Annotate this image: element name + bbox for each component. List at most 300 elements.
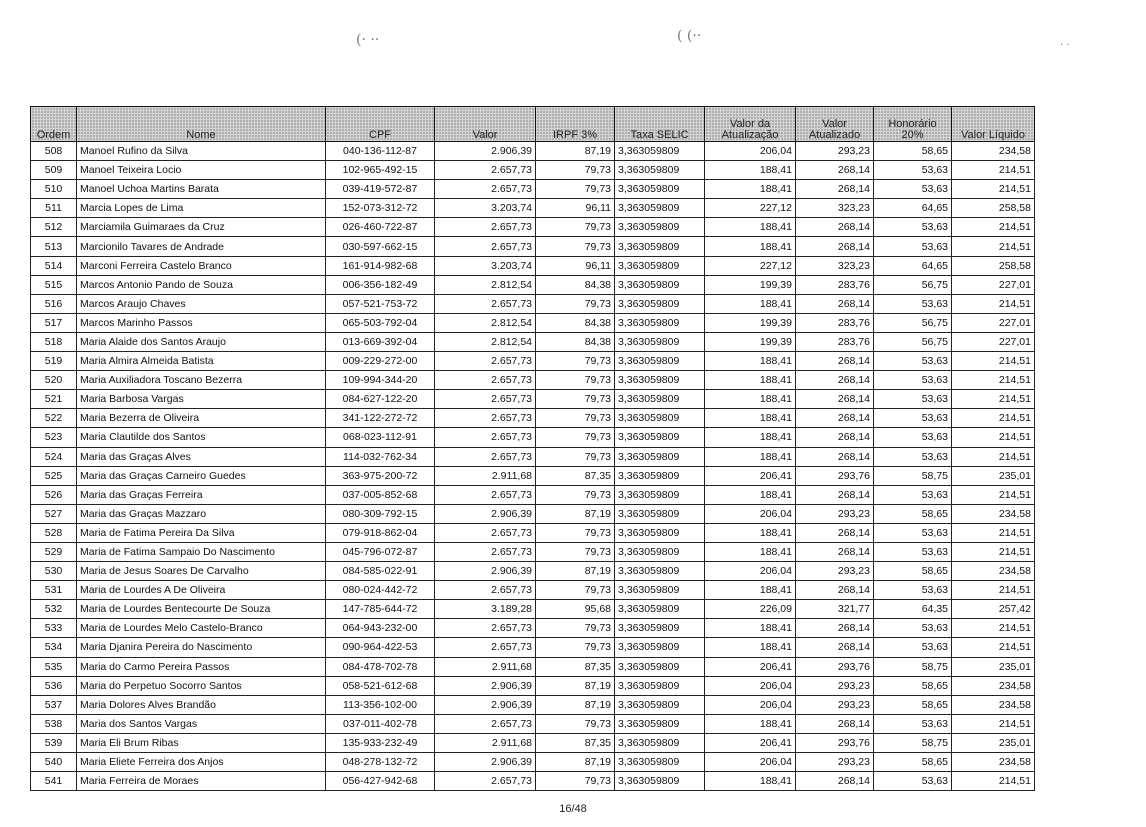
table-row [31, 695, 1035, 714]
cell-irpf: 79,73 [536, 180, 615, 199]
cell-irpf: 79,73 [536, 428, 615, 447]
cell-cpf: 341-122-272-72 [326, 409, 435, 428]
cell-valor-atualizado: 268,14 [796, 161, 874, 180]
cell-valor: 2.657,73 [435, 218, 536, 237]
cell-cpf: 045-796-072-87 [326, 542, 435, 561]
cell-valor-atualizacao: 188,41 [705, 772, 796, 791]
cell-taxa-selic: 3,363059809 [615, 504, 705, 523]
cell-valor: 2.657,73 [435, 161, 536, 180]
table-row [31, 275, 1035, 294]
cell-valor: 2.911,68 [435, 466, 536, 485]
cell-irpf: 79,73 [536, 371, 615, 390]
cell-honorario: 53,63 [874, 180, 952, 199]
cell-ordem: 511 [31, 199, 77, 218]
cell-nome: Maria Dolores Alves Brandão [77, 695, 326, 714]
table-header-row [31, 107, 1035, 142]
column-header-valor-atualizacao: Valor da Atualização [705, 107, 796, 142]
cell-valor-liquido: 235,01 [952, 657, 1035, 676]
cell-nome: Maria Ferreira de Moraes [77, 772, 326, 791]
cell-cpf: 040-136-112-87 [326, 142, 435, 161]
cell-taxa-selic: 3,363059809 [615, 638, 705, 657]
cell-cpf: 080-309-792-15 [326, 504, 435, 523]
cell-cpf: 113-356-102-00 [326, 695, 435, 714]
cell-irpf: 79,73 [536, 161, 615, 180]
cell-honorario: 53,63 [874, 581, 952, 600]
column-header-taxa-selic: Taxa SELIC [615, 107, 705, 142]
cell-valor-atualizacao: 206,04 [705, 695, 796, 714]
payment-table [30, 106, 1035, 791]
cell-honorario: 58,65 [874, 695, 952, 714]
cell-valor-atualizacao: 199,39 [705, 275, 796, 294]
cell-valor-liquido: 214,51 [952, 218, 1035, 237]
cell-valor: 2.906,39 [435, 676, 536, 695]
cell-irpf: 84,38 [536, 313, 615, 332]
cell-valor-liquido: 258,58 [952, 256, 1035, 275]
cell-irpf: 79,73 [536, 714, 615, 733]
cell-taxa-selic: 3,363059809 [615, 523, 705, 542]
cell-irpf: 87,35 [536, 733, 615, 752]
cell-valor-atualizacao: 188,41 [705, 180, 796, 199]
cell-honorario: 58,75 [874, 466, 952, 485]
cell-honorario: 53,63 [874, 428, 952, 447]
cell-cpf: 048-278-132-72 [326, 753, 435, 772]
cell-valor-atualizado: 293,23 [796, 676, 874, 695]
cell-nome: Maria de Fatima Pereira Da Silva [77, 523, 326, 542]
cell-valor-atualizado: 268,14 [796, 542, 874, 561]
cell-ordem: 539 [31, 733, 77, 752]
table-row [31, 485, 1035, 504]
table-row [31, 772, 1035, 791]
cell-irpf: 96,11 [536, 199, 615, 218]
cell-valor-liquido: 214,51 [952, 619, 1035, 638]
cell-irpf: 79,73 [536, 542, 615, 561]
cell-ordem: 521 [31, 390, 77, 409]
column-header-valor-atualizado: Valor Atualizado [796, 107, 874, 142]
cell-cpf: 109-994-344-20 [326, 371, 435, 390]
column-header-honorario: Honorário 20% [874, 107, 952, 142]
table-row [31, 619, 1035, 638]
cell-nome: Marcos Araujo Chaves [77, 294, 326, 313]
cell-nome: Maria das Graças Ferreira [77, 485, 326, 504]
cell-ordem: 516 [31, 294, 77, 313]
cell-cpf: 147-785-644-72 [326, 600, 435, 619]
cell-taxa-selic: 3,363059809 [615, 581, 705, 600]
table-row [31, 294, 1035, 313]
cell-valor-liquido: 258,58 [952, 199, 1035, 218]
cell-honorario: 53,63 [874, 371, 952, 390]
cell-taxa-selic: 3,363059809 [615, 619, 705, 638]
cell-valor-atualizado: 268,14 [796, 409, 874, 428]
cell-honorario: 53,63 [874, 772, 952, 791]
cell-cpf: 135-933-232-49 [326, 733, 435, 752]
cell-valor-atualizacao: 188,41 [705, 523, 796, 542]
cell-honorario: 56,75 [874, 332, 952, 351]
cell-taxa-selic: 3,363059809 [615, 294, 705, 313]
table-row [31, 237, 1035, 256]
cell-taxa-selic: 3,363059809 [615, 161, 705, 180]
cell-ordem: 541 [31, 772, 77, 791]
cell-valor: 2.906,39 [435, 504, 536, 523]
cell-taxa-selic: 3,363059809 [615, 714, 705, 733]
cell-valor: 2.911,68 [435, 657, 536, 676]
cell-valor: 2.657,73 [435, 409, 536, 428]
cell-taxa-selic: 3,363059809 [615, 390, 705, 409]
cell-valor-liquido: 214,51 [952, 352, 1035, 371]
cell-taxa-selic: 3,363059809 [615, 772, 705, 791]
cell-valor-liquido: 214,51 [952, 180, 1035, 199]
cell-taxa-selic: 3,363059809 [615, 466, 705, 485]
column-header-cpf: CPF [326, 107, 435, 142]
cell-ordem: 517 [31, 313, 77, 332]
cell-taxa-selic: 3,363059809 [615, 733, 705, 752]
cell-irpf: 79,73 [536, 523, 615, 542]
table-row [31, 714, 1035, 733]
cell-valor: 2.906,39 [435, 753, 536, 772]
cell-ordem: 512 [31, 218, 77, 237]
table-row [31, 142, 1035, 161]
cell-valor-atualizado: 268,14 [796, 371, 874, 390]
table-row [31, 562, 1035, 581]
cell-valor-liquido: 214,51 [952, 523, 1035, 542]
cell-honorario: 58,75 [874, 657, 952, 676]
cell-cpf: 064-943-232-00 [326, 619, 435, 638]
cell-irpf: 87,19 [536, 753, 615, 772]
cell-valor: 2.906,39 [435, 142, 536, 161]
table-row [31, 199, 1035, 218]
cell-taxa-selic: 3,363059809 [615, 428, 705, 447]
cell-valor-atualizacao: 206,41 [705, 466, 796, 485]
cell-valor-atualizado: 293,23 [796, 695, 874, 714]
cell-cpf: 161-914-982-68 [326, 256, 435, 275]
cell-ordem: 526 [31, 485, 77, 504]
cell-valor-atualizado: 268,14 [796, 294, 874, 313]
cell-nome: Maria do Perpetuo Socorro Santos [77, 676, 326, 695]
scan-mark: (· ·· [356, 32, 380, 48]
cell-valor-atualizacao: 188,41 [705, 352, 796, 371]
column-header-ordem: Ordem [31, 107, 77, 142]
table-row [31, 161, 1035, 180]
cell-nome: Maria Eliete Ferreira dos Anjos [77, 753, 326, 772]
cell-honorario: 53,63 [874, 485, 952, 504]
cell-honorario: 58,65 [874, 562, 952, 581]
cell-taxa-selic: 3,363059809 [615, 218, 705, 237]
cell-nome: Manoel Teixeira Locio [77, 161, 326, 180]
cell-valor-atualizado: 268,14 [796, 352, 874, 371]
cell-honorario: 53,63 [874, 294, 952, 313]
cell-valor-atualizado: 293,23 [796, 562, 874, 581]
cell-nome: Maria Bezerra de Oliveira [77, 409, 326, 428]
cell-valor-liquido: 257,42 [952, 600, 1035, 619]
cell-valor-atualizado: 268,14 [796, 428, 874, 447]
cell-valor-atualizacao: 188,41 [705, 371, 796, 390]
cell-irpf: 95,68 [536, 600, 615, 619]
cell-valor-atualizado: 283,76 [796, 313, 874, 332]
cell-ordem: 532 [31, 600, 77, 619]
table-row [31, 390, 1035, 409]
cell-taxa-selic: 3,363059809 [615, 256, 705, 275]
cell-nome: Maria de Lourdes Bentecourte De Souza [77, 600, 326, 619]
cell-valor-liquido: 214,51 [952, 161, 1035, 180]
cell-cpf: 363-975-200-72 [326, 466, 435, 485]
cell-irpf: 87,19 [536, 504, 615, 523]
cell-nome: Marcos Antonio Pando de Souza [77, 275, 326, 294]
cell-irpf: 79,73 [536, 352, 615, 371]
cell-valor-atualizacao: 206,04 [705, 504, 796, 523]
cell-nome: Maria de Jesus Soares De Carvalho [77, 562, 326, 581]
cell-cpf: 009-229-272-00 [326, 352, 435, 371]
cell-valor: 2.657,73 [435, 390, 536, 409]
cell-taxa-selic: 3,363059809 [615, 447, 705, 466]
cell-valor-atualizado: 268,14 [796, 485, 874, 504]
cell-irpf: 87,19 [536, 676, 615, 695]
table-row [31, 581, 1035, 600]
cell-ordem: 520 [31, 371, 77, 390]
table-row [31, 676, 1035, 695]
table-row [31, 428, 1035, 447]
cell-valor: 2.657,73 [435, 714, 536, 733]
cell-cpf: 039-419-572-87 [326, 180, 435, 199]
cell-valor-liquido: 214,51 [952, 485, 1035, 504]
cell-irpf: 84,38 [536, 332, 615, 351]
cell-irpf: 79,73 [536, 485, 615, 504]
cell-valor: 2.657,73 [435, 772, 536, 791]
cell-valor-atualizado: 293,76 [796, 733, 874, 752]
cell-irpf: 79,73 [536, 294, 615, 313]
cell-cpf: 037-005-852-68 [326, 485, 435, 504]
cell-ordem: 515 [31, 275, 77, 294]
table-row [31, 371, 1035, 390]
column-header-valor-liquido: Valor Líquido [952, 107, 1035, 142]
cell-nome: Manoel Uchoa Martins Barata [77, 180, 326, 199]
cell-nome: Maria Alaide dos Santos Araujo [77, 332, 326, 351]
cell-taxa-selic: 3,363059809 [615, 562, 705, 581]
table-row [31, 180, 1035, 199]
cell-valor-atualizacao: 199,39 [705, 313, 796, 332]
cell-taxa-selic: 3,363059809 [615, 542, 705, 561]
cell-valor-liquido: 234,58 [952, 676, 1035, 695]
cell-valor: 2.911,68 [435, 733, 536, 752]
cell-valor-atualizacao: 188,41 [705, 581, 796, 600]
cell-valor: 2.657,73 [435, 619, 536, 638]
cell-valor: 2.657,73 [435, 638, 536, 657]
cell-valor-atualizacao: 188,41 [705, 447, 796, 466]
cell-honorario: 64,65 [874, 256, 952, 275]
cell-valor-liquido: 214,51 [952, 371, 1035, 390]
table-row [31, 542, 1035, 561]
cell-valor-liquido: 214,51 [952, 237, 1035, 256]
cell-ordem: 510 [31, 180, 77, 199]
table-row [31, 657, 1035, 676]
cell-cpf: 079-918-862-04 [326, 523, 435, 542]
cell-valor-atualizado: 268,14 [796, 447, 874, 466]
cell-valor-atualizado: 268,14 [796, 237, 874, 256]
cell-valor-atualizado: 293,23 [796, 753, 874, 772]
cell-irpf: 79,73 [536, 581, 615, 600]
cell-irpf: 87,19 [536, 142, 615, 161]
column-header-nome: Nome [77, 107, 326, 142]
cell-ordem: 533 [31, 619, 77, 638]
cell-ordem: 519 [31, 352, 77, 371]
cell-honorario: 53,63 [874, 714, 952, 733]
cell-irpf: 87,19 [536, 562, 615, 581]
cell-ordem: 525 [31, 466, 77, 485]
cell-valor-atualizacao: 188,41 [705, 390, 796, 409]
cell-honorario: 56,75 [874, 313, 952, 332]
cell-valor-liquido: 214,51 [952, 542, 1035, 561]
table-row [31, 466, 1035, 485]
cell-valor-atualizado: 323,23 [796, 199, 874, 218]
cell-valor-liquido: 214,51 [952, 772, 1035, 791]
cell-honorario: 64,35 [874, 600, 952, 619]
cell-ordem: 523 [31, 428, 77, 447]
cell-valor-atualizado: 268,14 [796, 581, 874, 600]
cell-valor: 2.906,39 [435, 695, 536, 714]
cell-valor: 2.812,54 [435, 275, 536, 294]
cell-honorario: 53,63 [874, 523, 952, 542]
cell-valor-atualizado: 268,14 [796, 390, 874, 409]
table-row [31, 218, 1035, 237]
cell-honorario: 56,75 [874, 275, 952, 294]
cell-valor-atualizacao: 226,09 [705, 600, 796, 619]
cell-taxa-selic: 3,363059809 [615, 275, 705, 294]
cell-valor: 2.657,73 [435, 523, 536, 542]
cell-taxa-selic: 3,363059809 [615, 657, 705, 676]
cell-valor-atualizacao: 188,41 [705, 161, 796, 180]
cell-ordem: 536 [31, 676, 77, 695]
cell-honorario: 53,63 [874, 237, 952, 256]
cell-valor-atualizacao: 188,41 [705, 294, 796, 313]
cell-nome: Maria de Fatima Sampaio Do Nascimento [77, 542, 326, 561]
cell-cpf: 056-427-942-68 [326, 772, 435, 791]
cell-ordem: 537 [31, 695, 77, 714]
cell-valor-atualizacao: 227,12 [705, 256, 796, 275]
cell-cpf: 084-478-702-78 [326, 657, 435, 676]
cell-valor-atualizado: 293,76 [796, 657, 874, 676]
cell-honorario: 58,65 [874, 142, 952, 161]
cell-taxa-selic: 3,363059809 [615, 371, 705, 390]
cell-valor-atualizado: 268,14 [796, 523, 874, 542]
table-row [31, 638, 1035, 657]
cell-irpf: 79,73 [536, 619, 615, 638]
cell-taxa-selic: 3,363059809 [615, 409, 705, 428]
cell-honorario: 58,65 [874, 676, 952, 695]
cell-nome: Maria Djanira Pereira do Nascimento [77, 638, 326, 657]
cell-irpf: 87,19 [536, 695, 615, 714]
cell-honorario: 53,63 [874, 390, 952, 409]
cell-taxa-selic: 3,363059809 [615, 180, 705, 199]
cell-taxa-selic: 3,363059809 [615, 199, 705, 218]
cell-valor-liquido: 214,51 [952, 428, 1035, 447]
cell-valor-atualizado: 293,23 [796, 142, 874, 161]
table-row [31, 256, 1035, 275]
cell-valor-liquido: 227,01 [952, 313, 1035, 332]
cell-valor-liquido: 214,51 [952, 409, 1035, 428]
cell-valor: 2.812,54 [435, 313, 536, 332]
cell-ordem: 528 [31, 523, 77, 542]
cell-taxa-selic: 3,363059809 [615, 485, 705, 504]
cell-valor-atualizacao: 188,41 [705, 237, 796, 256]
cell-ordem: 540 [31, 753, 77, 772]
cell-ordem: 527 [31, 504, 77, 523]
cell-irpf: 79,73 [536, 390, 615, 409]
cell-honorario: 64,65 [874, 199, 952, 218]
cell-cpf: 030-597-662-15 [326, 237, 435, 256]
cell-valor: 3.203,74 [435, 256, 536, 275]
cell-irpf: 79,73 [536, 237, 615, 256]
cell-valor-liquido: 214,51 [952, 390, 1035, 409]
page-number: 16/48 [559, 803, 587, 815]
cell-valor-atualizado: 268,14 [796, 714, 874, 733]
cell-nome: Maria Almira Almeida Batista [77, 352, 326, 371]
cell-honorario: 53,63 [874, 409, 952, 428]
table-row [31, 447, 1035, 466]
cell-valor: 2.657,73 [435, 542, 536, 561]
cell-valor-liquido: 234,58 [952, 695, 1035, 714]
cell-ordem: 509 [31, 161, 77, 180]
cell-taxa-selic: 3,363059809 [615, 753, 705, 772]
cell-nome: Marconi Ferreira Castelo Branco [77, 256, 326, 275]
cell-cpf: 013-669-392-04 [326, 332, 435, 351]
cell-valor: 2.657,73 [435, 371, 536, 390]
cell-taxa-selic: 3,363059809 [615, 676, 705, 695]
cell-irpf: 79,73 [536, 772, 615, 791]
cell-taxa-selic: 3,363059809 [615, 352, 705, 371]
cell-valor-atualizacao: 206,04 [705, 676, 796, 695]
payment-table-sheet [30, 106, 1034, 791]
cell-ordem: 538 [31, 714, 77, 733]
cell-valor-liquido: 235,01 [952, 466, 1035, 485]
cell-ordem: 535 [31, 657, 77, 676]
table-row [31, 523, 1035, 542]
column-header-valor: Valor [435, 107, 536, 142]
cell-cpf: 006-356-182-49 [326, 275, 435, 294]
cell-ordem: 531 [31, 581, 77, 600]
cell-valor-atualizacao: 206,04 [705, 142, 796, 161]
cell-irpf: 84,38 [536, 275, 615, 294]
cell-valor: 2.657,73 [435, 447, 536, 466]
cell-valor: 2.657,73 [435, 352, 536, 371]
cell-valor-atualizado: 268,14 [796, 772, 874, 791]
cell-valor-atualizado: 268,14 [796, 180, 874, 199]
cell-valor-atualizacao: 206,04 [705, 562, 796, 581]
cell-honorario: 58,75 [874, 733, 952, 752]
cell-valor: 2.812,54 [435, 332, 536, 351]
cell-honorario: 53,63 [874, 161, 952, 180]
cell-valor-atualizacao: 188,41 [705, 714, 796, 733]
cell-valor-liquido: 234,58 [952, 753, 1035, 772]
cell-valor-atualizacao: 188,41 [705, 409, 796, 428]
cell-cpf: 026-460-722-87 [326, 218, 435, 237]
cell-valor: 3.189,28 [435, 600, 536, 619]
cell-valor-atualizacao: 206,41 [705, 733, 796, 752]
cell-valor-atualizacao: 206,04 [705, 753, 796, 772]
cell-nome: Maria dos Santos Vargas [77, 714, 326, 733]
cell-irpf: 79,73 [536, 409, 615, 428]
cell-irpf: 79,73 [536, 218, 615, 237]
cell-valor-atualizado: 283,76 [796, 332, 874, 351]
cell-irpf: 87,35 [536, 657, 615, 676]
scan-mark: ( (·· [677, 28, 702, 44]
cell-cpf: 058-521-612-68 [326, 676, 435, 695]
cell-cpf: 068-023-112-91 [326, 428, 435, 447]
cell-cpf: 084-627-122-20 [326, 390, 435, 409]
cell-valor-liquido: 227,01 [952, 275, 1035, 294]
cell-valor-atualizado: 268,14 [796, 619, 874, 638]
table-row [31, 504, 1035, 523]
cell-taxa-selic: 3,363059809 [615, 332, 705, 351]
cell-taxa-selic: 3,363059809 [615, 142, 705, 161]
cell-cpf: 102-965-492-15 [326, 161, 435, 180]
